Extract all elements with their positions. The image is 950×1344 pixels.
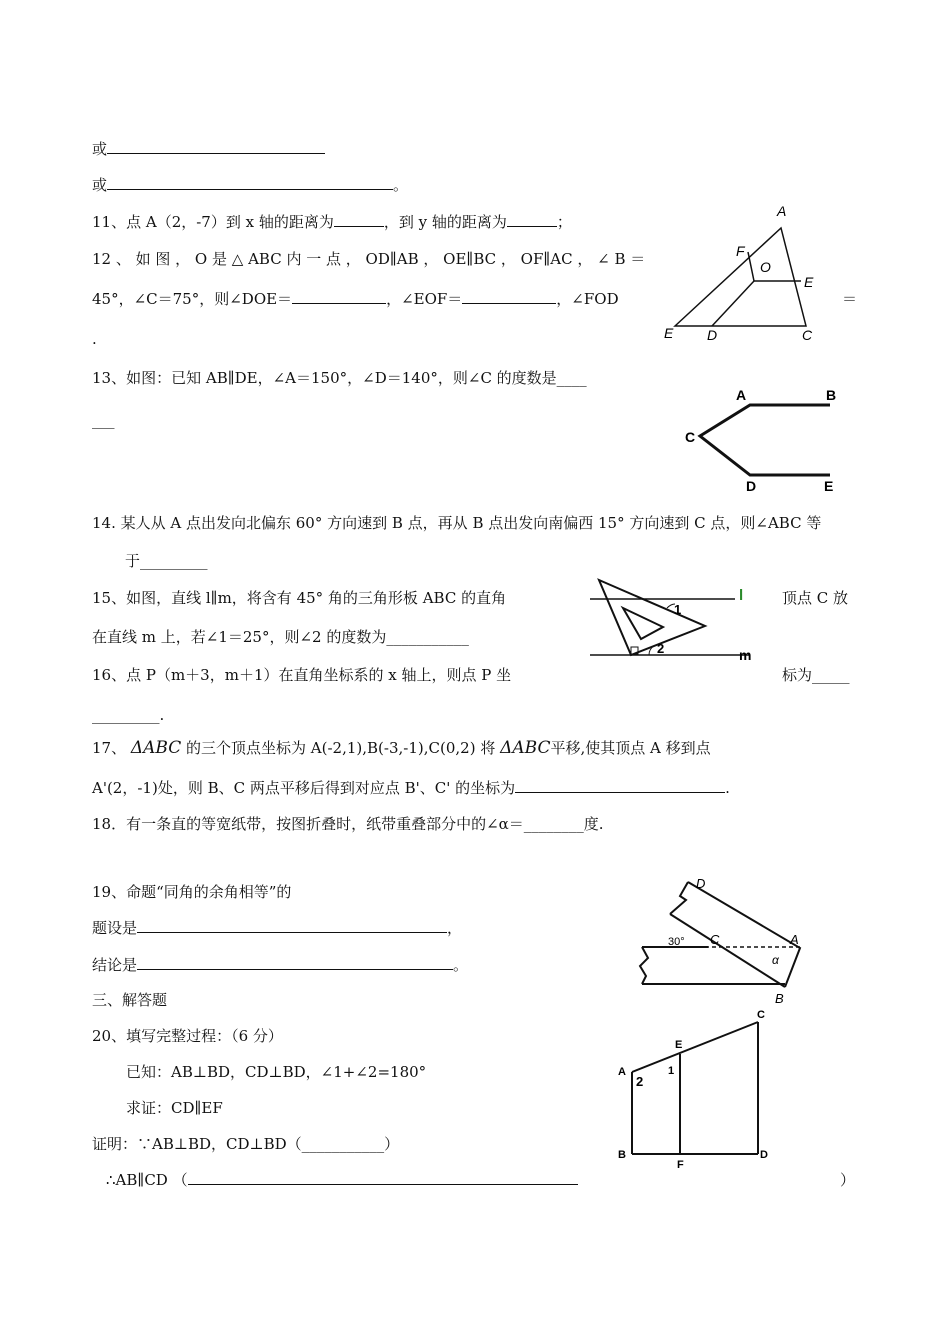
fig18-label-c: C	[710, 932, 720, 947]
fig12-label-e-left: E	[664, 325, 674, 341]
fig20-label-1: 1	[668, 1065, 675, 1077]
fig12-label-a: A	[777, 203, 787, 219]
question-20-proof: 证明：∵AB⊥BD，CD⊥BD（___________）	[92, 1135, 400, 1153]
q12-period: .	[92, 330, 97, 348]
question-15-line2: 在直线 m 上，若∠1＝25°，则∠2 的度数为___________	[92, 628, 469, 646]
question-12-line2: 45°，∠C＝75°，则∠DOE＝ ，∠EOF＝ ，∠FOD	[92, 290, 619, 308]
q12-blank-a[interactable]	[292, 289, 386, 304]
line-or-2: 或 。	[92, 176, 409, 194]
q12-equals: ＝	[842, 290, 858, 308]
fig18-label-d: D	[696, 876, 706, 891]
fig15-label-1: 1	[674, 602, 682, 617]
fig18-label-a: A	[790, 932, 799, 947]
question-19: 19、命题“同角的余角相等”的	[92, 883, 292, 901]
fig20-label-c: C	[757, 1009, 765, 1021]
question-13: 13、如图：已知 AB∥DE，∠A＝150°，∠D＝140°，则∠C 的度数是____	[92, 369, 587, 387]
fig13-label-c: C	[685, 429, 696, 445]
fig20-label-f: F	[677, 1159, 684, 1168]
question-16-line2: _________.	[92, 706, 165, 724]
fig18-label-30: 30°	[668, 936, 685, 948]
fig12-label-f: F	[736, 243, 745, 259]
fig13-label-d: D	[746, 478, 757, 494]
fig12-label-d: D	[707, 327, 718, 343]
section-3-title: 三、解答题	[92, 991, 168, 1009]
blank-1[interactable]	[107, 139, 325, 154]
figure-20	[612, 1008, 782, 1168]
fig20-label-e: E	[675, 1039, 683, 1051]
fig15-label-l: l	[739, 587, 744, 604]
question-20: 20、填写完整过程：（6 分）	[92, 1027, 283, 1045]
fig12-label-c: C	[802, 327, 813, 343]
line-or-1: 或	[92, 139, 325, 159]
question-16-right: 标为_____	[782, 666, 850, 684]
q20-blank[interactable]	[188, 1170, 578, 1185]
question-14-cont: 于_________	[125, 552, 208, 570]
figure-13-parallel	[680, 385, 845, 495]
figure-18-folded-strip	[610, 870, 815, 1010]
q11-blank-b[interactable]	[507, 212, 557, 227]
question-19-conclusion: 结论是 。	[92, 956, 469, 974]
q19-blank-b[interactable]	[137, 955, 453, 970]
question-20-proof2-end: ）	[840, 1171, 856, 1189]
fig13-label-b: B	[826, 387, 837, 403]
figure-12-triangle	[660, 200, 840, 345]
fig12-label-o: O	[760, 259, 771, 275]
fig20-label-d: D	[760, 1149, 768, 1161]
fig18-label-b: B	[775, 991, 784, 1006]
q17-blank[interactable]	[515, 778, 725, 793]
fig20-label-2: 2	[636, 1074, 644, 1089]
question-17-line2: A'(2，-1)处，则 B、C 两点平移后得到对应点 B'、C' 的坐标为 .	[92, 779, 730, 797]
fig15-label-m: m	[739, 647, 752, 663]
fig13-label-a: A	[736, 387, 747, 403]
question-16-line1: 16、点 P（m＋3，m＋1）在直角坐标系的 x 轴上，则点 P 坐	[92, 666, 512, 684]
fig12-label-e-right: E	[804, 274, 814, 290]
question-12-line1: 12 、 如 图 ， O 是 △ ABC 内 一 点 ， OD∥AB ， OE∥BC ， OF∥AC ， ∠ B ＝	[92, 250, 646, 268]
question-20-prove: 求证：CD∥EF	[126, 1099, 223, 1117]
fig20-label-a: A	[618, 1066, 626, 1078]
fig15-label-2: 2	[657, 641, 665, 656]
question-17-line1: 17、 ΔABC 的三个顶点坐标为 A(-2,1),B(-3,-1),C(0,2) 将 ΔABC平移,使其顶点 A 移到点	[92, 738, 711, 758]
question-14: 14. 某人从 A 点出发向北偏东 60° 方向速到 B 点，再从 B 点出发向南偏西 15° 方向速到 C 点，则∠ABC 等	[92, 514, 822, 532]
q12-blank-b[interactable]	[462, 289, 556, 304]
question-20-known: 已知：AB⊥BD，CD⊥BD，∠1+∠2=180°	[126, 1063, 427, 1081]
question-15-right: 顶点 C 放	[782, 589, 849, 607]
q19-blank-a[interactable]	[137, 918, 447, 933]
fig20-label-b: B	[618, 1149, 626, 1161]
fig13-label-e: E	[824, 478, 834, 494]
fig18-label-alpha: α	[772, 953, 779, 967]
question-13-cont: ___	[92, 411, 115, 429]
question-20-proof2: ∴AB∥CD （	[106, 1170, 578, 1190]
q11-blank-a[interactable]	[334, 212, 384, 227]
question-15-line1: 15、如图，直线 l∥m，将含有 45° 角的三角形板 ABC 的直角	[92, 589, 507, 607]
blank-2[interactable]	[107, 175, 393, 190]
question-11: 11、点 A（2，-7）到 x 轴的距离为 ，到 y 轴的距离为 ；	[92, 213, 572, 231]
question-18: 18．有一条直的等宽纸带，按图折叠时，纸带重叠部分中的∠α＝________度.	[92, 815, 604, 833]
figure-15-set-square	[585, 572, 775, 667]
question-19-hypothesis: 题设是 ，	[92, 919, 463, 937]
